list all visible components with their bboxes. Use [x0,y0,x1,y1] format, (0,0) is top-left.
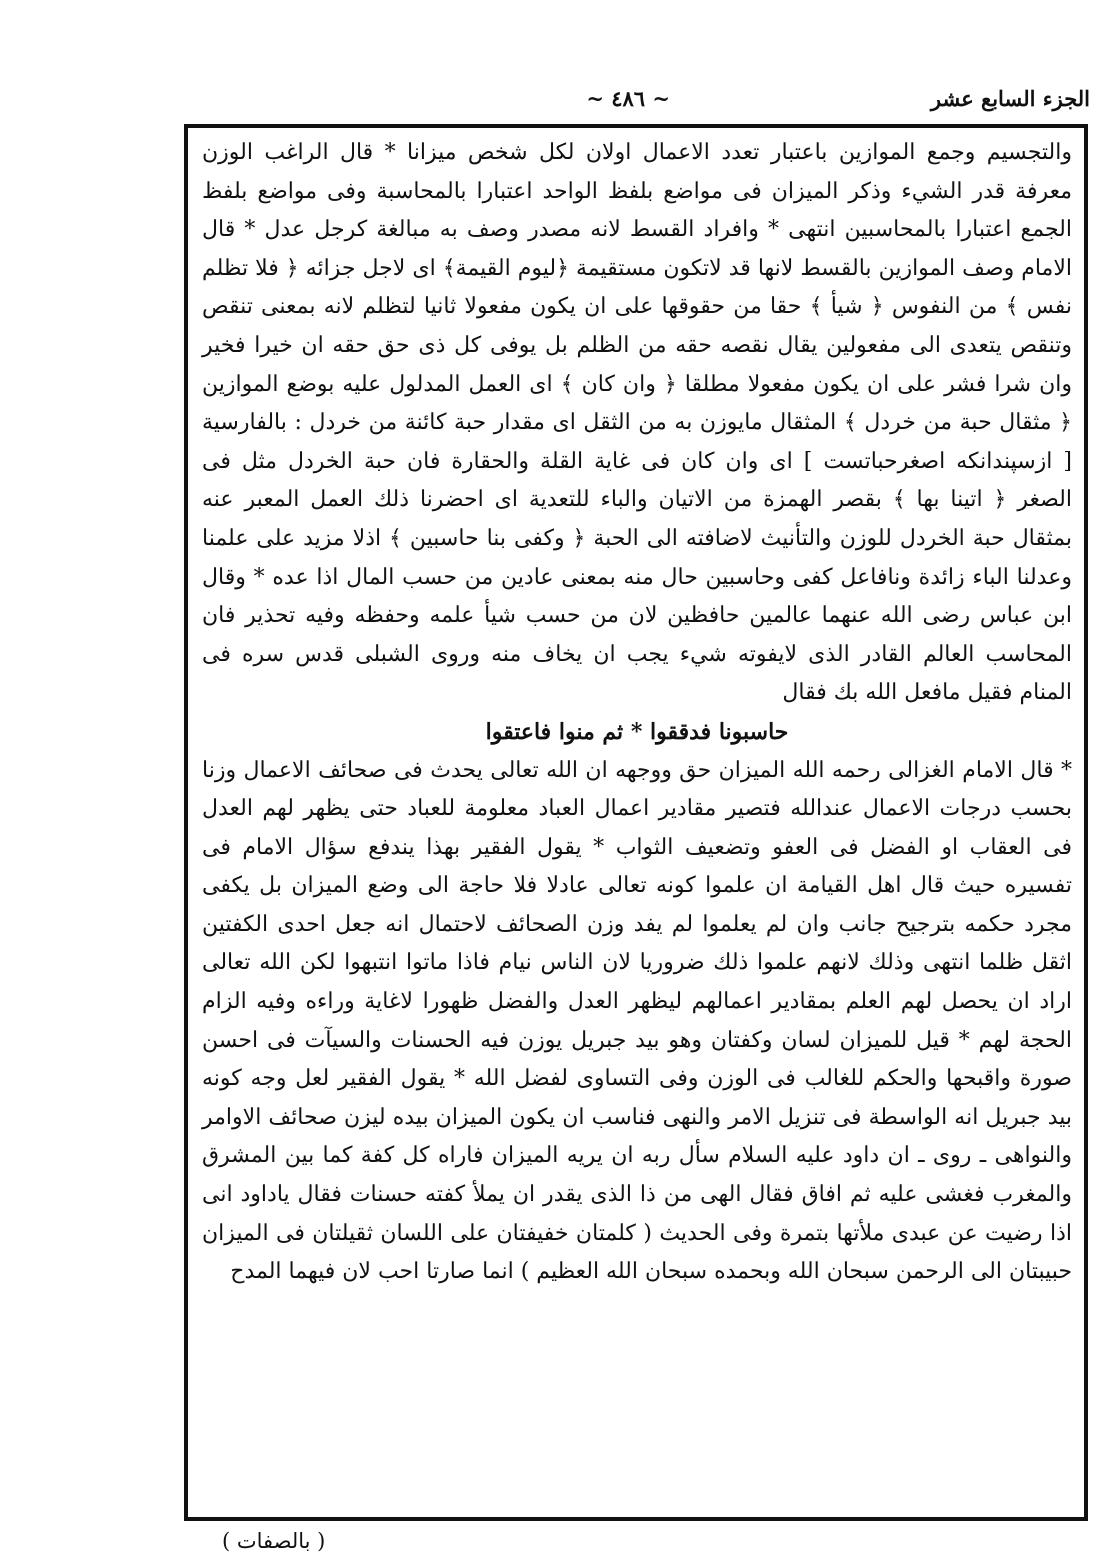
body-paragraph-1: والتجسيم وجمع الموازين باعتبار تعدد الاعمال اولان لكل شخص ميزانا * قال الراغب الوزن معرفة قدر الشيء وذكر الميزان فى مواضع بلفظ الواحد اعتبارا بالمحاسبة وفى مواضع بلفظ الجمع اعتبارا بالمحاسبين انتهى * وافراد القسط لانه مصدر وصف به مبالغة كرجل عدل * قال الامام وصف الموازين بالقسط لانها قد لاتكون مستقيمة ﴿ليوم القيمة﴾ اى لاجل جزائه ﴿ فلا تظلم نفس ﴾ من النفوس ﴿ شيأ ﴾ حقا من حقوقها على ان يكون مفعولا ثانيا لتظلم لانه بمعنى تنقص وتنقص يتعدى الى مفعولين يقال نقصه حقه من الظلم بل يوفى كل ذى حق حقه ان خيرا فخير وان شرا فشر على ان يكون مفعولا مطلقا ﴿ وان كان ﴾ اى العمل المدلول عليه بوضع الموازين ﴿ مثقال حبة من خردل ﴾ المثقال مايوزن به من الثقل اى مقدار حبة كائنة من خردل : بالفارسية [ ازسپندانكه اصغرحباتست ] اى وان كان فى غاية القلة والحقارة فان حبة الخردل مثل فى الصغر ﴿ اتينا بها ﴾ بقصر الهمزة من الاتيان والباء للتعدية اى احضرنا ذلك العمل المعبر عنه بمثقال حبة الخردل للوزن والتأنيث لاضافته الى الحبة ﴿ وكفى بنا حاسبين ﴾ اذلا مزيد على علمنا وعدلنا الباء زائدة ونافاعل كفى وحاسبين حال منه بمعنى عادين من حسب المال اذا عده * وقال ابن عباس رضى الله عنهما عالمين حافظين لان من حسب شيأ علمه وحفظه وفيه تحذير فان المحاسب العالم القادر الذى لايفوته شيء يجب ان يخاف منه وروى الشبلى قدس سره فى المنام فقيل مافعل الله بك فقال [202,140,1072,706]
body-paragraph-2: * قال الامام الغزالى رحمه الله الميزان حق ووجهه ان الله تعالى يحدث فى صحائف الاعمال وزنا بحسب درجات الاعمال عندالله فتصير مقادير اعمال العباد معلومة للعباد حتى يظهر لهم العدل فى العقاب او الفضل فى العفو وتضعيف الثواب * يقول الفقير بهذا يندفع سؤال الامام فى تفسيره حيث قال اهل القيامة ان علموا كونه تعالى عادلا فلا حاجة الى وضع الميزان بل يكفى مجرد حكمه بترجيح جانب وان لم يعلموا لم يفد وزن الصحائف لاحتمال انه جعل احدى الكفتين اثقل ظلما انتهى وذلك لانهم علموا ذلك ضروريا لان الناس نيام فاذا ماتوا انتبهوا لكن الله تعالى اراد ان يحصل لهم العلم بمقادير اعمالهم ليظهر العدل والفضل ظهورا لاغاية وراءه وفيه الزام الحجة لهم * قيل للميزان لسان وكفتان وهو بيد جبريل يوزن فيه الحسنات والسيآت فى احسن صورة واقبحها والحكم للغالب فى الوزن وفى التساوى لفضل الله * يقول الفقير لعل وجه كونه بيد جبريل انه الواسطة فى تنزيل الامر والنهى فناسب ان يكون الميزان بيده ليزن صحائف الاوامر والنواهى ـ روى ـ ان داود عليه السلام سأل ربه ان يريه الميزان فاراه كل كفة كما بين المشرق والمغرب فغشى عليه ثم افاق فقال الهى من ذا الذى يقدر ان يملأ كفته حسنات فقال ياداود انى اذا رضيت عن عبدى ملأتها بتمرة وفى الحديث ( كلمتان خفيفتان على اللسان ثقيلتان فى الميزان حبيبتان الى الرحمن سبحان الله وبحمده سبحان الله العظيم ) انما صارتا احب لان فيهما المدح [202,757,1072,1285]
frame-right-rule [1084,124,1088,1517]
poetry-verse: حاسبونا فدققوا * ثم منوا فاعتقوا [485,718,789,745]
frame-bottom-rule [184,1517,1088,1521]
catchword-footer: ( بالصفات ) [222,1529,326,1553]
frame-top-rule [184,124,1088,128]
page-number: ~ ٤٨٦ ~ [586,86,670,111]
page-header [190,86,1090,120]
volume-part-label: الجزء السابع عشر [930,86,1090,111]
page-body [202,134,1072,1292]
frame-left-rule [184,124,188,1517]
